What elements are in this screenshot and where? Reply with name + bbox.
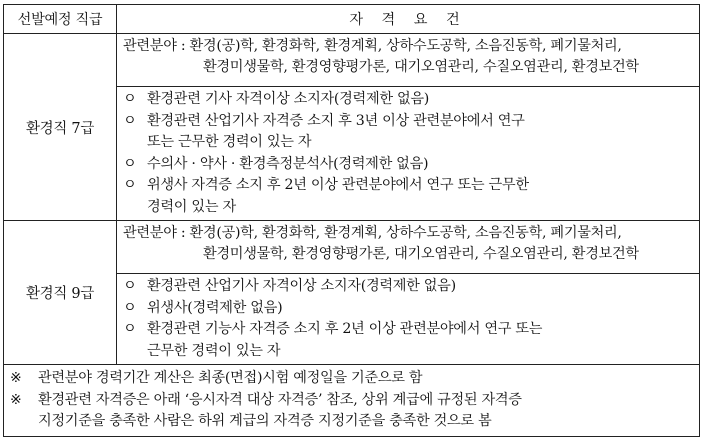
list-item [123,276,691,298]
bullet-icon: ㅇ [123,278,137,294]
bullet-icon: ㅇ [123,91,137,107]
bullet-icon: ㅇ [123,112,137,129]
note-item [10,368,691,390]
header-rank: 선발예정 직급 [4,5,117,34]
item-text-line2: 또는 근무한 경력이 있는 자 [147,134,312,150]
notes-row [4,365,700,437]
notes [4,365,700,437]
item-text-line1: 환경관련 산업기사 자격증 소지 후 3년 이상 관련분야에서 연구 [147,112,525,129]
note-text [38,390,691,433]
requirements-grade9 [117,274,700,365]
item-text [147,111,691,154]
related-fields-line2: 환경미생물학, 환경영향평가론, 대기오염관리, 수질오염관리, 환경보건학 [203,246,639,262]
note-text-line2: 지정기준을 충족한 사람은 하위 계급의 자격증 지정기준을 충족한 것으로 봄 [38,413,492,429]
item-text-line1: 환경관련 기능사 자격증 소지 후 2년 이상 관련분야에서 연구 또는 [147,321,543,337]
bullet-icon: ㅇ [123,321,137,337]
list-item [123,298,691,320]
item-text-line1: 위생사 자격증 소지 후 2년 이상 관련분야에서 연구 또는 근무한 [147,177,529,193]
reference-mark-icon: ※ [10,391,22,408]
item-text: 수의사 · 약사 · 환경측정분석사(경력제한 없음) [147,155,429,172]
item-text [147,319,691,362]
related-fields-grade9 [117,221,700,274]
item-text [147,175,691,218]
related-fields-line1: 관련분야 : 환경(공)학, 환경화학, 환경계획, 상하수도공학, 소음진동학, 폐기물처리, [123,225,622,241]
bullet-icon: ㅇ [123,299,137,316]
bullet-icon: ㅇ [123,155,137,172]
qualification-table [3,4,700,437]
list-item [123,319,691,362]
related-fields-line2: 환경미생물학, 환경영향평가론, 대기오염관리, 수질오염관리, 환경보건학 [203,59,639,75]
item-text-line2: 근무한 경력이 있는 자 [147,342,281,359]
header-row [4,5,700,34]
list-item [123,89,691,111]
list-item [123,154,691,176]
row-grade7-fields [4,34,700,87]
related-fields-grade7 [117,34,700,87]
row-grade9-fields [4,221,700,274]
note-text: 관련분야 경력기간 계산은 최종(면접)시험 예정일을 기준으로 함 [38,370,423,386]
item-text: 환경관련 산업기사 자격이상 소지자(경력제한 없음) [147,278,456,294]
list-item [123,111,691,154]
item-text-line2: 경력이 있는 자 [147,198,236,215]
item-text: 환경관련 기사 자격이상 소지자(경력제한 없음) [147,91,430,107]
header-requirements: 자 격 요 건 [117,5,700,34]
item-text: 위생사(경력제한 없음) [147,299,283,316]
rank-grade7: 환경직 7급 [4,34,117,221]
bullet-icon: ㅇ [123,177,137,193]
related-fields-line1: 관련분야 : 환경(공)학, 환경화학, 환경계획, 상하수도공학, 소음진동학, 폐기물처리, [123,38,622,54]
note-text-line1: 환경관련 자격증은 아래 ‘응시자격 대상 자격증’ 참조, 상위 계급에 규정된 자격증 [38,391,522,408]
requirements-grade7 [117,87,700,221]
note-item [10,390,691,433]
list-item [123,175,691,218]
rank-grade9: 환경직 9급 [4,221,117,365]
reference-mark-icon: ※ [10,370,22,386]
